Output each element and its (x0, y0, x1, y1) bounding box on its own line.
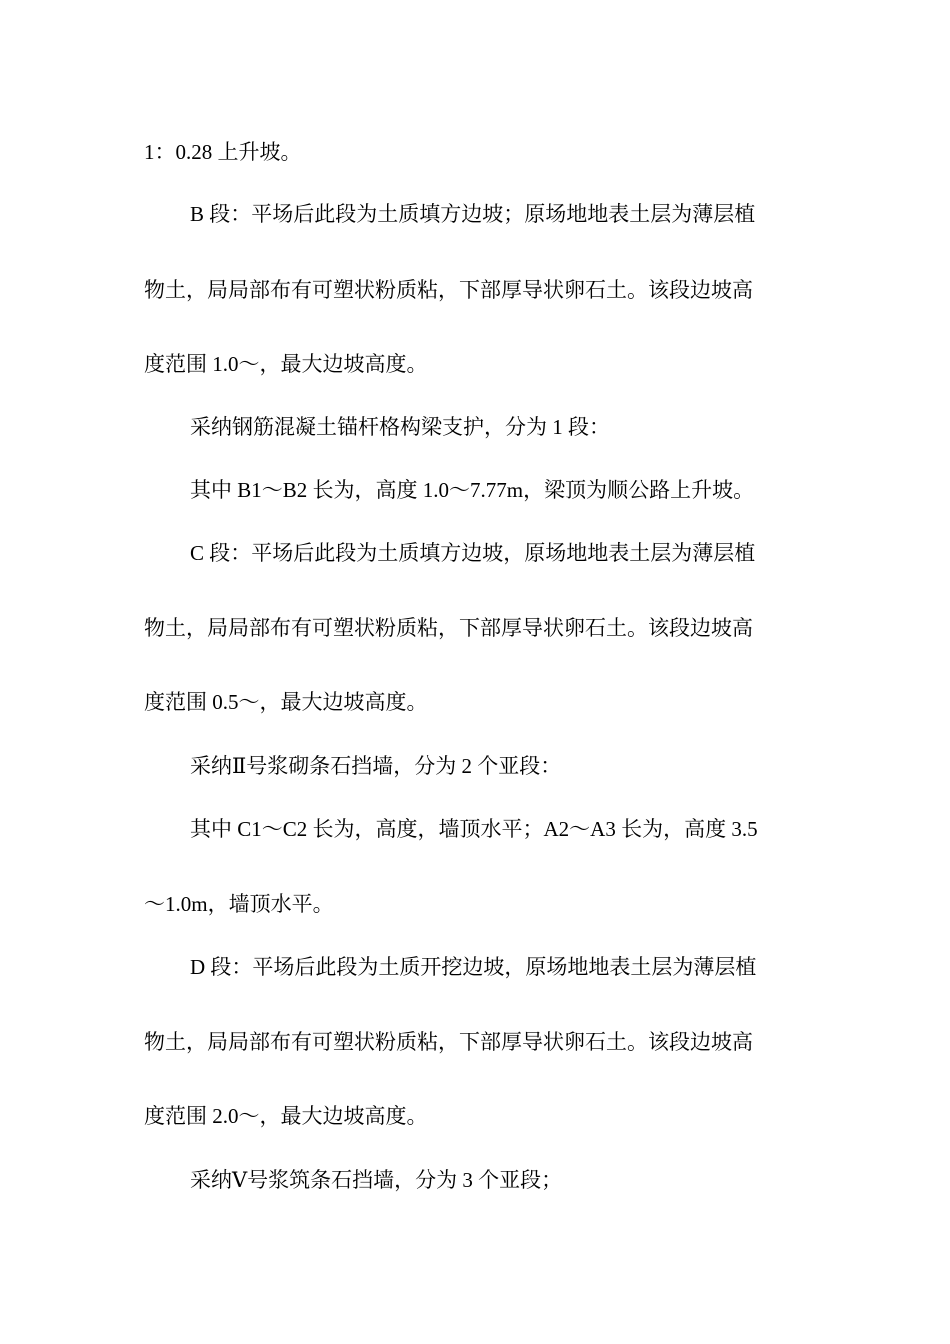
text-line-10: 采纳Ⅱ号浆砌条石挡墙，分为 2 个亚段： (190, 754, 562, 778)
text-line-11: 其中 C1～C2 长为，高度，墙顶水平；A2～A3 长为，高度 3.5 (190, 817, 758, 841)
text-line-14: 物土，局局部布有可塑状粉质粘，下部厚导状卵石土。该段边坡高 (144, 1030, 753, 1054)
text-line-9: 度范围 0.5～，最大边坡高度。 (144, 690, 428, 714)
text-line-1: 1：0.28 上升坡。 (144, 140, 302, 164)
text-line-13: D 段：平场后此段为土质开挖边坡，原场地地表土层为薄层植 (190, 955, 757, 979)
text-line-6: 其中 B1～B2 长为，高度 1.0～7.77m，梁顶为顺公路上升坡。 (190, 478, 755, 502)
text-line-7: C 段：平场后此段为土质填方边坡，原场地地表土层为薄层植 (190, 541, 756, 565)
text-line-8: 物土，局局部布有可塑状粉质粘，下部厚导状卵石土。该段边坡高 (144, 616, 753, 640)
text-line-4: 度范围 1.0～，最大边坡高度。 (144, 352, 428, 376)
text-line-3: 物土，局局部布有可塑状粉质粘，下部厚导状卵石土。该段边坡高 (144, 278, 753, 302)
text-line-16: 采纳Ⅴ号浆筑条石挡墙，分为 3 个亚段； (190, 1168, 563, 1192)
text-line-12: ～1.0m，墙顶水平。 (144, 892, 334, 916)
text-line-15: 度范围 2.0～，最大边坡高度。 (144, 1104, 428, 1128)
text-line-5: 采纳钢筋混凝土锚杆格构梁支护，分为 1 段： (190, 415, 610, 439)
text-line-2: B 段：平场后此段为土质填方边坡；原场地地表土层为薄层植 (190, 202, 756, 226)
